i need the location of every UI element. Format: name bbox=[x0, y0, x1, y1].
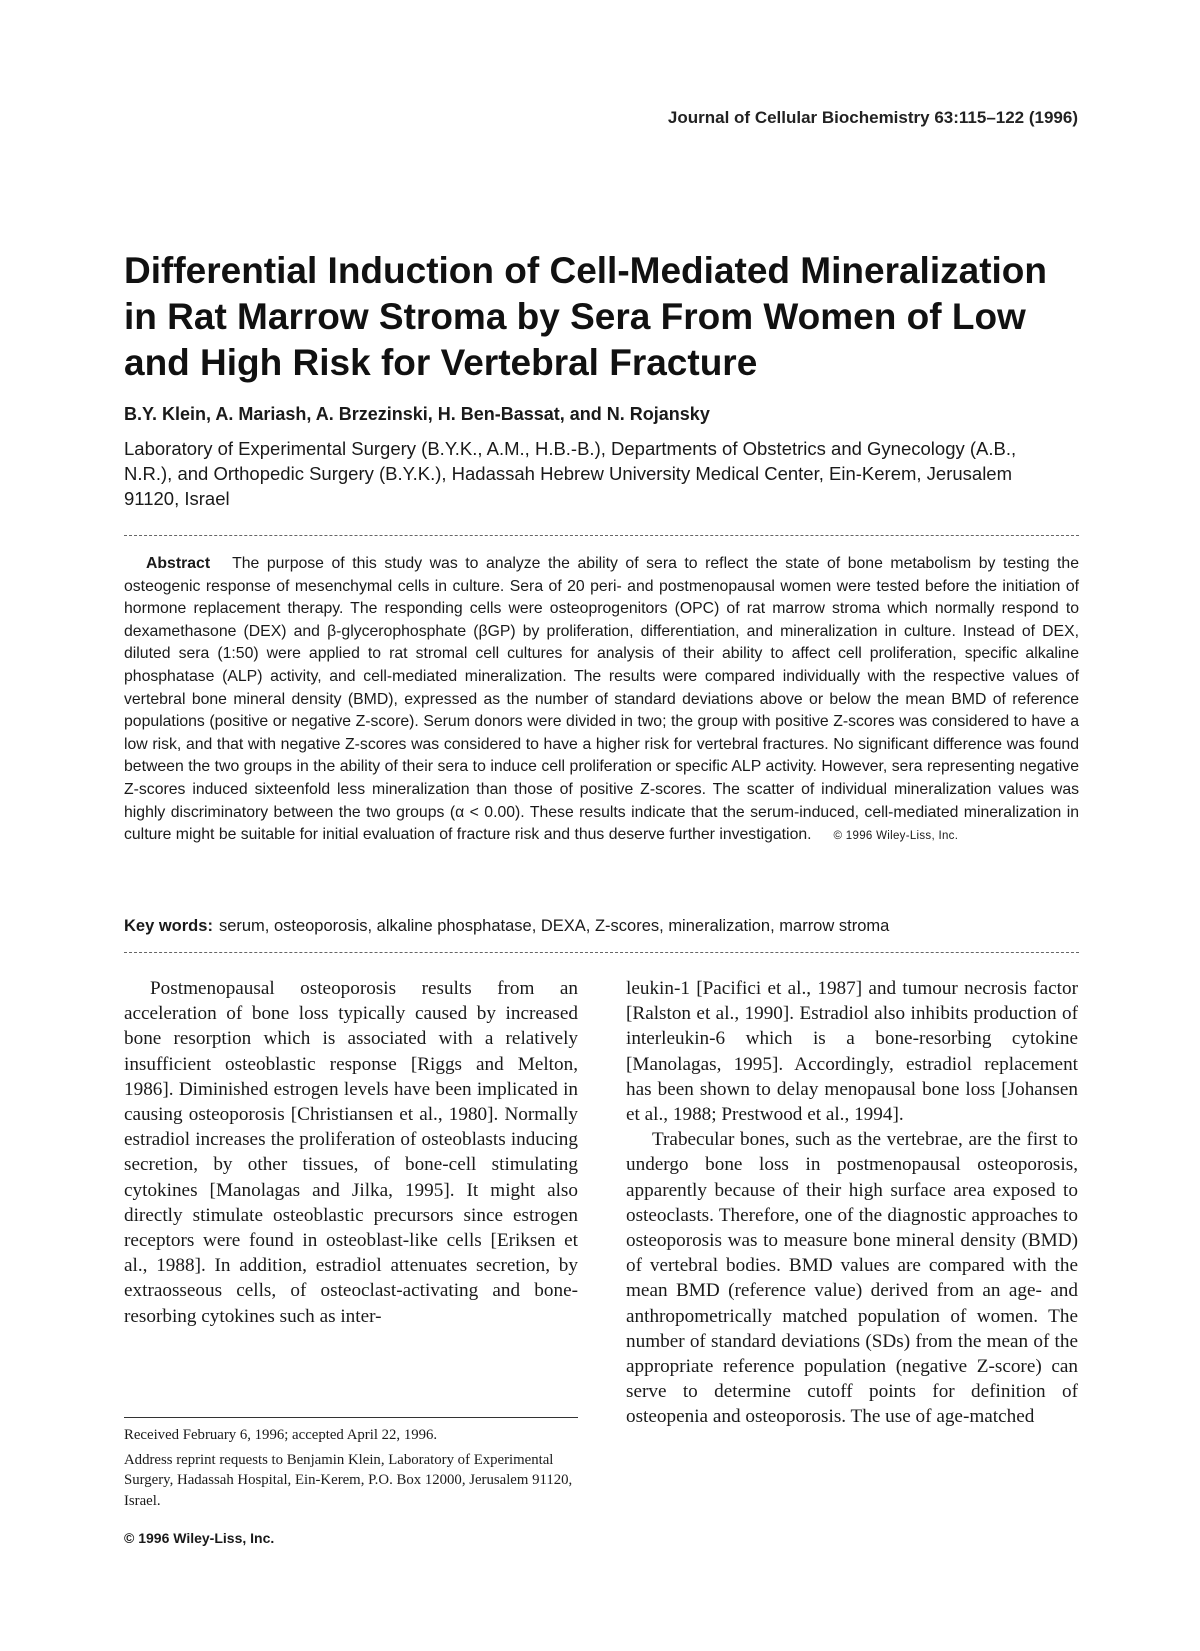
body-column-right bbox=[626, 976, 1078, 1430]
received-date-note: Received February 6, 1996; accepted April 22, 1996. bbox=[124, 1427, 438, 1443]
keywords-label: Key words: bbox=[124, 917, 213, 935]
author-affiliation: Laboratory of Experimental Surgery (B.Y.K., A.M., H.B.-B.), Departments of Obstetrics and Gynecology (A.B., N.R.), and Orthopedic Surgery (B.Y.K.), Hadassah Hebrew University Medical Center, Ein-Kerem, Jerusalem 91120, Israel bbox=[124, 438, 1017, 509]
abstract-label: Abstract bbox=[146, 555, 211, 572]
body-paragraph: Postmenopausal osteoporosis results from an acceleration of bone loss typically caused by increased bone resorption which is associated with a relatively insufficient osteoblastic response [Riggs and Melton, 1986]. Diminished estrogen levels have been implicated in causing osteoporosis [Christiansen et al., 1980]. Normally estradiol increases the proliferation of osteoblasts inducing secretion, by other tissues, of bone-cell stimulating cytokines [Manolagas and Jilka, 1995]. It might also directly stimulate osteoblastic precursors since estrogen receptors were found in osteoblast-like cells [Eriksen et al., 1988]. In addition, estradiol attenuates secretion, by extraosseous cells, of osteoclast-activating and bone-resorbing cytokines such as inter- bbox=[124, 978, 578, 1327]
keywords-section bbox=[124, 917, 1079, 936]
body-column-left bbox=[124, 976, 578, 1329]
journal-citation: Journal of Cellular Biochemistry 63:115–122 (1996) bbox=[667, 108, 1078, 127]
reprint-address-note: Address reprint requests to Benjamin Klein, Laboratory of Experimental Surgery, Hadassah Hospital, Ein-Kerem, P.O. Box 12000, Jerusalem 91120, Israel. bbox=[124, 1451, 573, 1509]
abstract-text: The purpose of this study was to analyze the ability of sera to reflect the state of bone metabolism by testing the osteogenic response of mesenchymal cells in culture. Sera of 20 peri- and postmenopausal women were tested before the initiation of hormone replacement therapy. The responding cells were osteoprogenitors (OPC) of rat marrow stroma which normally respond to dexamethasone (DEX) and β-glycerophosphate (βGP) by proliferation, differentiation, and mineralization in culture. Instead of DEX, diluted sera (1:50) were applied to rat stromal cell cultures for analysis of their ability to affect cell proliferation, specific alkaline phosphatase (ALP) activity, and cell-mediated mineralization. The results were compared individually with the respective values of vertebral bone mineral density (BMD), expressed as the number of standard deviations above or below the mean BMD of reference populations (positive or negative Z-score). Serum donors were divided in two; the group with positive Z-scores was considered to have a low risk, and that with negative Z-scores was considered to have a higher risk for vertebral fractures. No significant difference was found between the two groups in the ability of their sera to induce cell proliferation or specific ALP activity. However, sera representing negative Z-scores induced sixteenfold less mineralization than those of positive Z-scores. The scatter of individual mineralization values was highly discriminatory between the two groups (α < 0.00). These results indicate that the serum-induced, cell-mediated mineralization in culture might be suitable for initial evaluation of fracture risk and thus deserve further investigation. bbox=[124, 555, 1079, 844]
author-list: B.Y. Klein, A. Mariash, A. Brzezinski, H. Ben-Bassat, and N. Rojansky bbox=[124, 404, 710, 424]
page-copyright: © 1996 Wiley-Liss, Inc. bbox=[124, 1530, 275, 1546]
abstract-copyright: © 1996 Wiley-Liss, Inc. bbox=[833, 830, 959, 843]
abstract-top-divider bbox=[124, 535, 1079, 536]
footnote-divider bbox=[124, 1417, 578, 1418]
footnotes bbox=[124, 1425, 578, 1515]
abstract-section bbox=[124, 553, 1079, 848]
article-title: Differential Induction of Cell-Mediated Mineralization in Rat Marrow Stroma by Sera From Women of Low and High Risk for Vertebral Fracture bbox=[124, 250, 1047, 383]
keywords-text: serum, osteoporosis, alkaline phosphatase, DEXA, Z-scores, mineralization, marrow stroma bbox=[218, 917, 890, 935]
body-paragraph: leukin-1 [Pacifici et al., 1987] and tumour necrosis factor [Ralston et al., 1990]. Estradiol also inhibits production of interleukin-6 which is a bone-resorbing cytokine [Manolagas, 1995]. Accordingly, estradiol replacement has been shown to delay menopausal bone loss [Johansen et al., 1988; Prestwood et al., 1994]. bbox=[626, 978, 1078, 1126]
keywords-bottom-divider bbox=[124, 952, 1079, 953]
body-paragraph: Trabecular bones, such as the vertebrae, are the first to undergo bone loss in postmenopausal osteoporosis, apparently because of their high surface area exposed to osteoclasts. Therefore, one of the diagnostic approaches to osteoporosis was to measure bone mineral density (BMD) of vertebral bodies. BMD values are compared with the mean BMD (reference value) derived from an age- and anthropometrically matched population of women. The number of standard deviations (SDs) from the mean of the appropriate reference population (negative Z-score) can serve to determine cutoff points for definition of osteopenia and osteoporosis. The use of age-matched bbox=[626, 1129, 1078, 1428]
